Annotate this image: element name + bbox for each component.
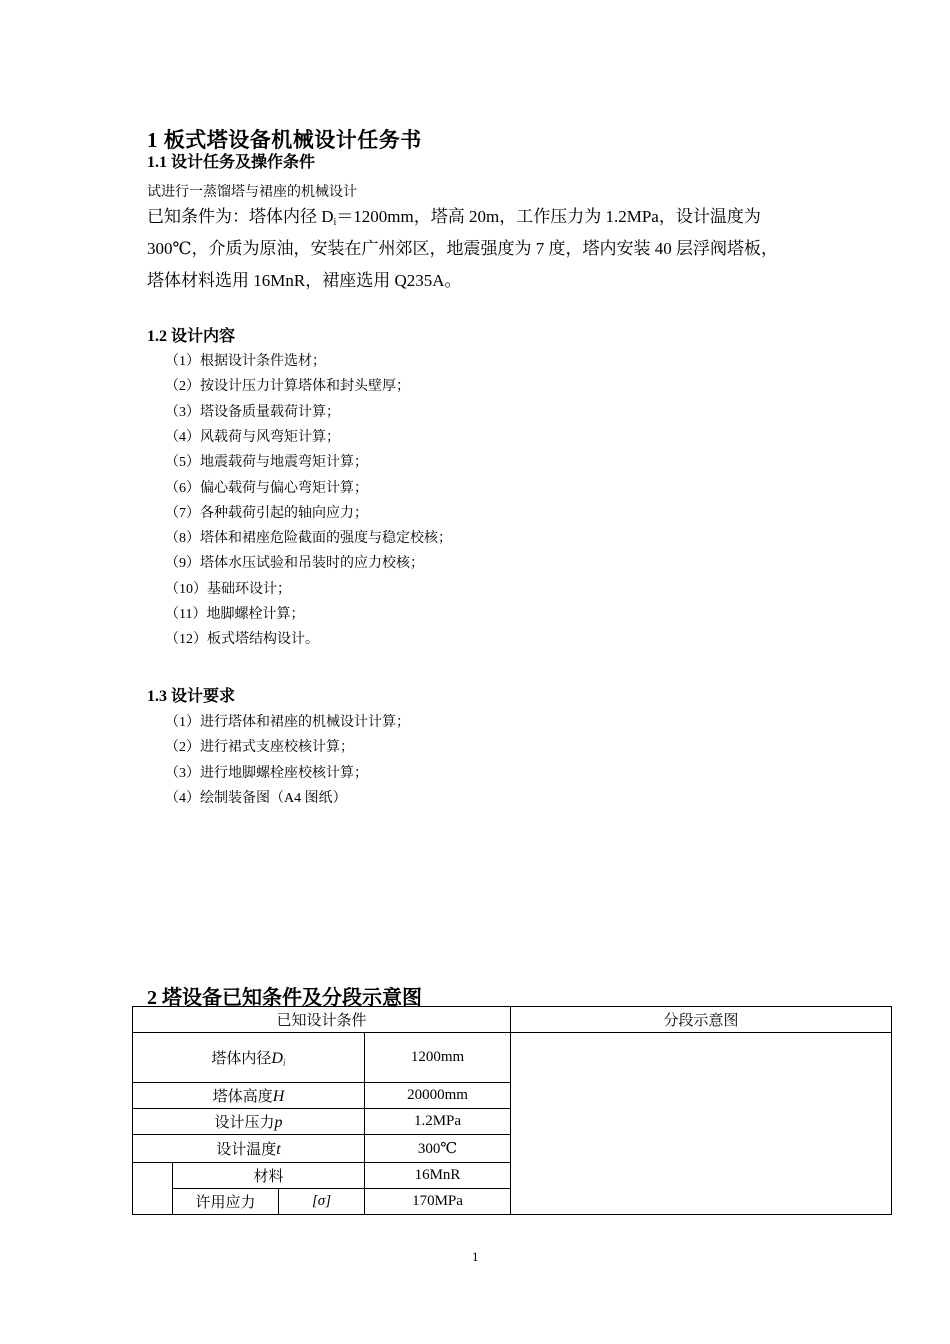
row-value-pressure: 1.2MPa: [365, 1109, 511, 1135]
row-label-text: 设计温度: [216, 1142, 277, 1158]
row-label-temperature: [133, 1135, 365, 1163]
known-conditions-line-1: [147, 202, 761, 228]
page-number: 1: [472, 1249, 479, 1264]
table-header-row: [133, 1007, 892, 1033]
known-conditions-line-2: 300℃，介质为原油，安装在广州郊区，地震强度为 7 度，塔内安装 40 层浮阀塔板，: [147, 239, 779, 258]
row-label-material: 材料: [173, 1163, 365, 1189]
section-1-1-title: 1.1 设计任务及操作条件: [147, 154, 316, 171]
section-2-title: 2 塔设备已知条件及分段示意图: [147, 987, 422, 1009]
design-content-item: （5）地震载荷与地震弯矩计算；: [165, 455, 368, 470]
design-requirement-item: （4）绘制装备图（A4 图纸）: [165, 791, 347, 806]
known-conditions-line-1-b: ＝1200mm，塔高 20m，工作压力为 1.2MPa，设计温度为: [336, 207, 761, 226]
known-conditions-subscript: i: [333, 217, 337, 228]
section-1-2-title: 1.2 设计内容: [147, 328, 236, 345]
design-content-item: （1）根据设计条件选材；: [165, 354, 326, 369]
symbol-sigma: [σ]: [279, 1189, 365, 1215]
row-label-text: 塔体高度: [212, 1089, 273, 1105]
row-label-text: 设计压力: [214, 1115, 275, 1131]
row-value-inner-diameter: 1200mm: [365, 1033, 511, 1083]
row-value-temperature: 300℃: [365, 1135, 511, 1163]
design-content-item: （8）塔体和裙座危险截面的强度与稳定校核；: [165, 531, 452, 546]
row-label-allowable-stress: 许用应力: [173, 1189, 279, 1215]
section-1-title: 1 板式塔设备机械设计任务书: [147, 128, 422, 152]
row-value-allowable-stress: 170MPa: [365, 1189, 511, 1215]
segment-diagram-area: [511, 1033, 892, 1215]
design-content-item: （4）风载荷与风弯矩计算；: [165, 430, 340, 445]
design-requirement-item: （3）进行地脚螺栓座校核计算；: [165, 766, 368, 781]
section-1-3-title: 1.3 设计要求: [147, 688, 236, 705]
row-label-inner-diameter: [133, 1033, 365, 1083]
design-content-item: （7）各种载荷引起的轴向应力；: [165, 506, 368, 521]
row-label-pressure: [133, 1109, 365, 1135]
design-task-intro: 试进行一蒸馏塔与裙座的机械设计: [147, 185, 357, 200]
material-group-cell: [133, 1163, 173, 1215]
symbol-p: p: [274, 1114, 283, 1131]
row-label-text: 塔体内径: [211, 1050, 272, 1067]
design-content-item: （3）塔设备质量载荷计算；: [165, 405, 340, 420]
design-requirement-item: （1）进行塔体和裙座的机械设计计算；: [165, 715, 410, 730]
header-known-conditions: 已知设计条件: [133, 1007, 511, 1033]
known-conditions-line-3: 塔体材料选用 16MnR，裙座选用 Q235A。: [147, 271, 462, 290]
design-content-item: （11）地脚螺栓计算；: [165, 607, 305, 622]
design-requirement-item: （2）进行裙式支座校核计算；: [165, 740, 354, 755]
design-content-item: （9）塔体水压试验和吊装时的应力校核；: [165, 556, 424, 571]
symbol-subscript-i: i: [282, 1057, 286, 1069]
symbol-d: D: [271, 1049, 283, 1067]
row-value-material: 16MnR: [365, 1163, 511, 1189]
table-row: [133, 1033, 892, 1083]
known-conditions-line-1-a: 已知条件为：塔体内径 D: [147, 207, 334, 226]
design-content-item: （10）基础环设计；: [165, 582, 291, 597]
symbol-t: t: [276, 1141, 281, 1158]
design-content-item: （2）按设计压力计算塔体和封头壁厚；: [165, 379, 410, 394]
design-content-item: （6）偏心载荷与偏心弯矩计算；: [165, 481, 368, 496]
row-label-height: [133, 1083, 365, 1109]
symbol-h: H: [272, 1088, 285, 1105]
design-content-item: （12）板式塔结构设计。: [165, 632, 319, 647]
row-value-height: 20000mm: [365, 1083, 511, 1109]
design-conditions-table: [132, 1006, 892, 1215]
header-segment-diagram: 分段示意图: [511, 1007, 892, 1033]
